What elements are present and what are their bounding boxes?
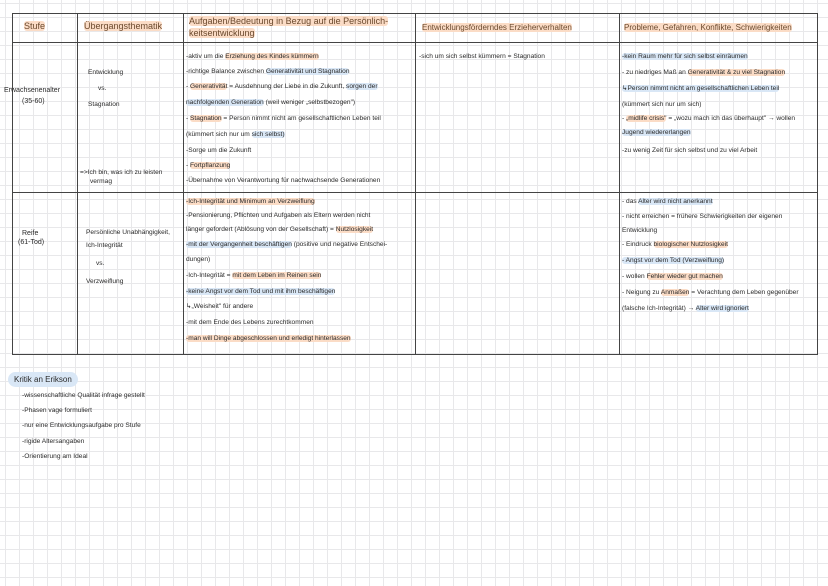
highlighted-text: mit dem Leben im Reinen sein <box>232 272 322 279</box>
stage-name: Reife <box>22 230 39 237</box>
task-line <box>186 211 370 220</box>
highlighted-text: Fortpflanzung <box>190 162 231 169</box>
stage-age: (61-Tod) <box>18 239 45 246</box>
text: -Sorge um die Zukunft <box>186 147 252 154</box>
highlighted-text: Generativität & zu viel Stagnation <box>687 69 786 76</box>
highlighted-text: -man will Dinge abgeschlossen und erledigt hinterlassen <box>186 335 351 342</box>
task-line <box>186 67 349 76</box>
text: (kümmert sich nur um sich) <box>622 101 702 108</box>
text: (kümmert sich nur um <box>186 131 252 138</box>
text: - <box>186 162 191 169</box>
highlighted-text: Alter wird ignoriert <box>695 305 749 312</box>
column-divider <box>619 13 620 355</box>
problem-line <box>622 212 782 221</box>
task-line <box>186 130 285 139</box>
text: - zu niedriges Maß an <box>622 69 688 76</box>
problem-line <box>622 226 657 235</box>
text: - wollen <box>622 273 647 280</box>
text: (positive und negative Entschei- <box>291 241 388 248</box>
highlighted-text: Generativität <box>190 83 228 90</box>
highlighted-text: nachfolgenden Generation <box>186 99 264 106</box>
problem-line <box>622 84 779 93</box>
problem-line <box>622 68 785 77</box>
text: - <box>186 83 191 90</box>
highlighted-text: -kein Raum mehr für sich selbst einräumen <box>622 53 748 60</box>
problem-line <box>622 256 724 265</box>
highlighted-text: Fehler wieder gut machen <box>646 273 723 280</box>
highlighted-text: -Ich-Integrität und Minimum an Verzweiflung <box>186 198 315 205</box>
stage-age: (35-60) <box>22 98 45 105</box>
task-line <box>186 82 378 91</box>
text: -mit dem Ende des Lebens zurechtkommen <box>186 319 314 326</box>
highlighted-text: ↳Person nimmt nicht am gesellschaftlichen Leben teil <box>622 85 780 92</box>
motto-text: =>Ich bin, was ich zu leisten <box>80 169 163 176</box>
problem-line <box>622 272 723 281</box>
text: -Pensionierung, Pflichten und Aufgaben als Eltern werden nicht <box>186 212 371 219</box>
text: Entwicklung <box>622 227 658 234</box>
text: = Ausdehnung der Liebe in die Zukunft, <box>227 83 347 90</box>
critique-title: Kritik an Erikson <box>8 372 78 387</box>
column-divider <box>77 13 78 355</box>
text: -richtige Balance zwischen <box>186 68 266 75</box>
text: - Neigung zu <box>622 289 661 296</box>
critique-item: -rigide Altersangaben <box>22 438 85 445</box>
task-line <box>186 176 380 185</box>
task-line <box>186 240 387 249</box>
task-line <box>186 302 253 311</box>
highlighted-text: sorgen der <box>346 83 378 90</box>
highlighted-text: Erziehung des Kindes kümmern <box>225 53 319 60</box>
highlighted-text: Stagnation <box>190 115 222 122</box>
problem-line <box>622 52 748 61</box>
header-aufgaben-cont: keitsentwicklung <box>189 28 255 38</box>
text: -aktiv um die <box>186 53 226 60</box>
text: -Übernahme von Verantwortung für nachwachsende Generationen <box>186 177 381 184</box>
critique-item: -wissenschaftliche Qualität infrage gestellt <box>22 392 145 399</box>
highlighted-text: Anmaßen <box>660 289 690 296</box>
task-line <box>186 318 314 327</box>
task-line <box>186 334 351 343</box>
theme-text: vs. <box>96 260 105 267</box>
text: (falsche Ich-Integrität) → <box>622 305 696 312</box>
theme-text: Stagnation <box>88 101 120 108</box>
header-uebergangsthematik: Übergangsthematik <box>84 21 163 31</box>
text: - nicht erreichen = frühere Schwierigkeiten der eigenen <box>622 213 783 220</box>
problem-line <box>622 240 728 249</box>
problem-line <box>622 288 799 297</box>
task-line <box>186 52 319 61</box>
problem-line <box>622 197 713 206</box>
text: ↳„Weisheit" für andere <box>186 303 254 310</box>
text: (weil weniger „selbstbezogen") <box>263 99 356 106</box>
task-line <box>186 161 230 170</box>
highlighted-text: Generativität und Stagnation <box>265 68 350 75</box>
task-line <box>186 225 373 234</box>
column-divider <box>183 13 184 355</box>
highlighted-text: Nutzlosigkeit <box>335 226 374 233</box>
task-line <box>186 271 321 280</box>
highlighted-text: Jugend wiedererlangen <box>622 129 691 136</box>
text: -sich um sich selbst kümmern = Stagnation <box>419 53 545 60</box>
highlighted-text: biologischer Nutzlosigkeit <box>653 241 728 248</box>
task-line <box>186 98 355 107</box>
text: länger gefordert (Ablösung von der Gesellschaft) = <box>186 226 336 233</box>
task-line <box>186 146 251 155</box>
text: = Verachtung dem Leben gegenüber <box>689 289 799 296</box>
text: -Ich-Integrität = <box>186 272 233 279</box>
problem-line <box>622 100 702 109</box>
header-erzieherverhalten: Entwicklungsförderndes Erzieherverhalten <box>422 23 572 32</box>
problem-line <box>622 114 795 123</box>
behavior-line <box>419 52 545 61</box>
critique-item: -nur eine Entwicklungsaufgabe pro Stufe <box>22 422 141 429</box>
problem-line <box>622 304 749 313</box>
task-line <box>186 255 210 264</box>
text: dungen) <box>186 256 211 263</box>
header-aufgaben: Aufgaben/Bedeutung in Bezug auf die Persönlich- <box>189 16 389 26</box>
theme-text: vs. <box>98 85 107 92</box>
problem-line <box>622 146 757 155</box>
stage-name: Erwachsenenalter <box>4 87 61 94</box>
task-line <box>186 197 315 206</box>
text: - <box>186 115 191 122</box>
header-stufe: Stufe <box>24 21 46 31</box>
highlighted-text: sich selbst) <box>251 131 285 138</box>
task-line <box>186 114 381 123</box>
text: - Eindruck <box>622 241 654 248</box>
highlighted-text: Alter wird nicht anerkannt <box>638 198 713 205</box>
theme-text: Ich-Integrität <box>86 242 123 249</box>
text: = „wozu mach ich das überhaupt" → wollen <box>666 115 796 122</box>
text: - <box>622 115 627 122</box>
column-divider <box>415 13 416 355</box>
highlighted-text: -keine Angst vor dem Tod und mit ihm beschäftigen <box>186 288 336 295</box>
highlighted-text: - Angst vor dem Tod (Verzweiflung) <box>622 257 725 264</box>
theme-text: Verzweiflung <box>86 278 124 285</box>
text: - das <box>622 198 639 205</box>
critique-item: -Phasen vage formuliert <box>22 407 93 414</box>
critique-item: -Orientierung am Ideal <box>22 453 88 460</box>
header-probleme: Probleme, Gefahren, Konflikte, Schwierigkeiten <box>624 23 792 32</box>
task-line <box>186 287 335 296</box>
highlighted-text: „midlife crisis" <box>626 115 667 122</box>
text: -zu wenig Zeit für sich selbst und zu viel Arbeit <box>622 147 758 154</box>
text: = Person nimmt nicht am gesellschaftlichen Leben teil <box>221 115 381 122</box>
theme-text: Persönliche Unabhängigkeit, <box>86 229 170 236</box>
theme-text: Entwicklung <box>88 69 124 76</box>
problem-line <box>622 128 691 137</box>
motto-text: vermag <box>90 178 112 185</box>
highlighted-text: -mit der Vergangenheit beschäftigen <box>186 241 292 248</box>
